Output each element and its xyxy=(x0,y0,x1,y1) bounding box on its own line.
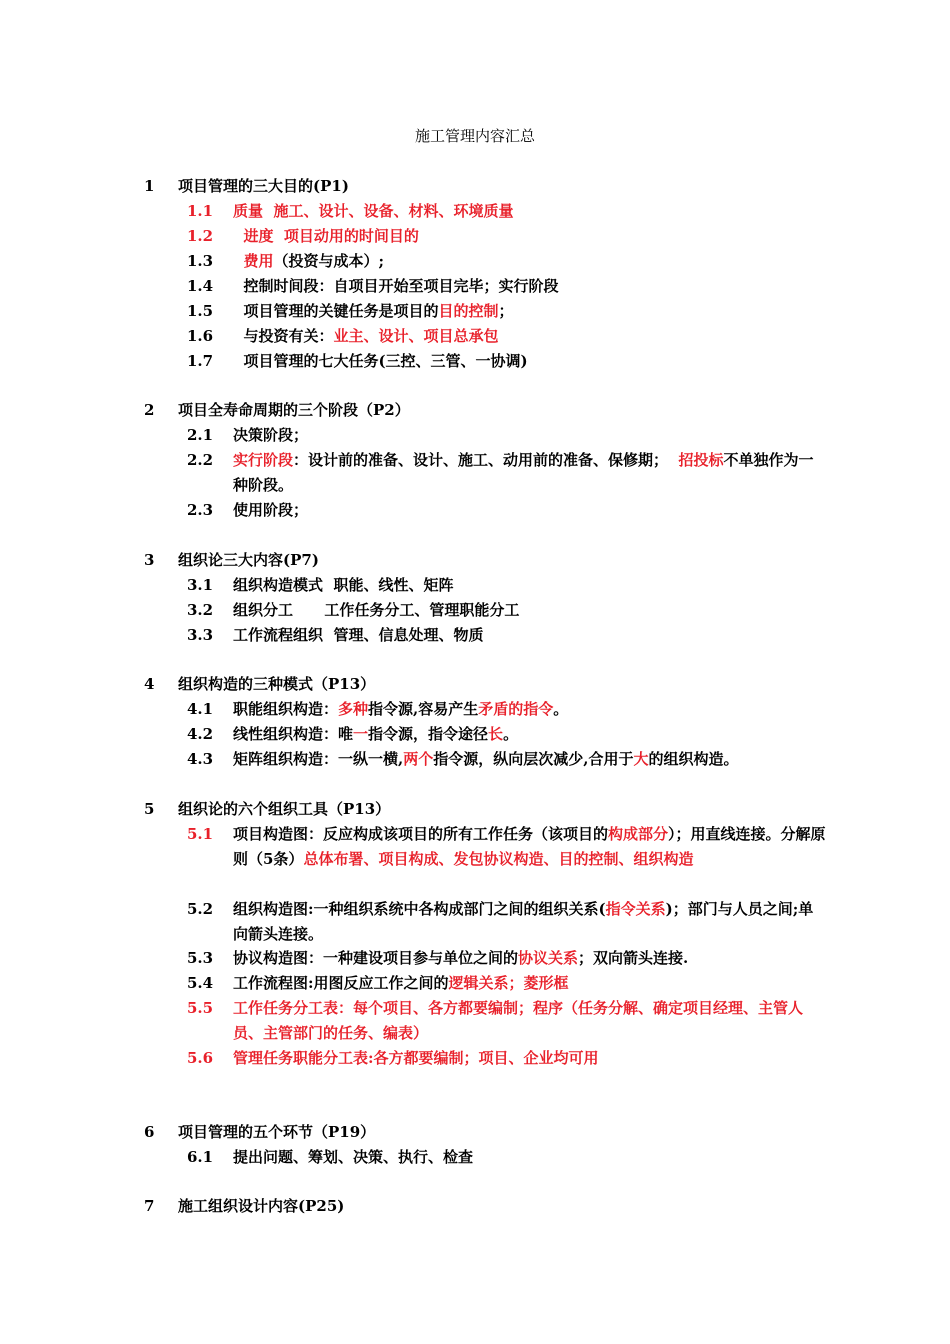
item-text xyxy=(233,274,827,299)
item-number: 5.5 xyxy=(187,999,214,1017)
highlighted-text: 总体布署、项目构成、发包协议构造、目的控制、组织构造 xyxy=(303,850,694,868)
section-title: 项目全寿命周期的三个阶段（P2） xyxy=(178,401,410,419)
item-text-segment: 不单独作为一种阶段。 xyxy=(233,451,814,494)
list-item xyxy=(187,971,827,996)
highlighted-text: 目的控制 xyxy=(438,302,499,320)
item-text xyxy=(233,224,827,249)
list-item xyxy=(187,747,827,772)
list-item xyxy=(187,822,827,872)
item-text xyxy=(233,498,827,523)
item-text-segment: 指令源,容易产生 xyxy=(368,700,479,718)
item-text-segment: 决策阶段； xyxy=(233,426,309,444)
highlighted-text: 构成部分 xyxy=(608,825,669,843)
list-item xyxy=(187,448,827,498)
item-text-segment: 线性组织构造：唯 xyxy=(233,725,354,743)
highlighted-text: 指令关系 xyxy=(605,900,666,918)
item-text-segment: ； xyxy=(498,302,514,320)
item-text-segment: 工作流程组织 管理、信息处理、物质 xyxy=(233,626,484,644)
item-text xyxy=(233,623,827,648)
item-text-segment: 的组织构造。 xyxy=(648,750,739,768)
list-item xyxy=(187,623,827,648)
item-text-segment: 矩阵组织构造：一纵一横, xyxy=(233,750,404,768)
item-text xyxy=(233,573,827,598)
highlighted-text: 矛盾的指令 xyxy=(478,700,554,718)
item-text xyxy=(233,897,827,947)
item-text-segment: 。 xyxy=(503,725,519,743)
section-title: 施工组织设计内容(P25) xyxy=(178,1197,345,1215)
item-text xyxy=(233,822,827,872)
item-text xyxy=(233,697,827,722)
highlighted-text: 进度 项目动用的时间目的 xyxy=(233,227,419,245)
list-item xyxy=(187,324,827,349)
item-number: 5.6 xyxy=(187,1049,214,1067)
section-number: 3 xyxy=(144,551,155,569)
highlighted-text: 实行阶段 xyxy=(233,451,294,469)
list-item xyxy=(187,199,827,224)
document-title: 施工管理内容汇总 xyxy=(414,127,535,145)
item-number: 2.2 xyxy=(187,451,214,469)
highlighted-text: 协议关系 xyxy=(518,949,579,967)
list-item xyxy=(187,423,827,448)
item-text xyxy=(233,946,827,971)
highlighted-text: 招投标 xyxy=(678,451,724,469)
highlighted-text: 长 xyxy=(488,725,504,743)
list-item xyxy=(187,349,827,374)
section-title: 组织构造的三种模式（P13） xyxy=(178,675,376,693)
item-text-segment: ；双向箭头连接. xyxy=(578,949,689,967)
section-title: 组织论三大内容(P7) xyxy=(178,551,319,569)
item-text-segment: ：设计前的准备、设计、施工、动用前的准备、保修期； xyxy=(293,451,679,469)
item-text xyxy=(233,747,827,772)
section-number: 5 xyxy=(144,800,155,818)
item-number: 1.2 xyxy=(187,227,214,245)
item-text xyxy=(233,722,827,747)
item-number: 2.3 xyxy=(187,501,214,519)
item-text-segment: 。 xyxy=(553,700,569,718)
item-text-segment: 组织构造模式 职能、线性、矩阵 xyxy=(233,576,454,594)
list-item xyxy=(187,1046,827,1071)
list-item xyxy=(187,249,827,274)
item-text xyxy=(233,598,827,623)
item-text-segment: 组织分工 工作任务分工、管理职能分工 xyxy=(233,601,520,619)
item-number: 5.4 xyxy=(187,974,214,992)
item-text-segment: 协议构造图：一种建设项目参与单位之间的 xyxy=(233,949,519,967)
list-item xyxy=(187,274,827,299)
item-number: 5.1 xyxy=(187,825,214,843)
highlighted-text: 多种 xyxy=(338,700,369,718)
item-text-segment: ）；用直线连接。分解原则（5条） xyxy=(233,825,826,868)
list-item xyxy=(187,224,827,249)
item-number: 1.3 xyxy=(187,252,214,270)
item-text xyxy=(233,996,827,1046)
list-item xyxy=(187,722,827,747)
item-number: 4.2 xyxy=(187,725,214,743)
item-number: 3.3 xyxy=(187,626,214,644)
section-title: 项目管理的三大目的(P1) xyxy=(178,177,349,195)
list-item xyxy=(187,573,827,598)
item-text-segment: 提出问题、筹划、决策、执行、检查 xyxy=(233,1148,474,1166)
list-item xyxy=(187,946,827,971)
item-text-segment: 使用阶段； xyxy=(233,501,309,519)
item-text xyxy=(233,349,827,374)
section-number: 7 xyxy=(144,1197,155,1215)
highlighted-text: 逻辑关系；菱形框 xyxy=(448,974,569,992)
item-number: 6.1 xyxy=(187,1148,214,1166)
item-text xyxy=(233,423,827,448)
item-text xyxy=(233,971,827,996)
item-text xyxy=(233,448,827,498)
item-text-segment: )；部门与人员之间;单向箭头连接。 xyxy=(233,900,814,943)
item-text-segment: 指令源，纵向层次减少,合用于 xyxy=(433,750,634,768)
item-text xyxy=(233,249,827,274)
item-number: 4.1 xyxy=(187,700,214,718)
item-text-segment: 控制时间段：自项目开始至项目完毕；实行阶段 xyxy=(233,277,559,295)
item-text xyxy=(233,299,827,324)
section-title: 项目管理的五个环节（P19） xyxy=(178,1123,376,1141)
section-number: 1 xyxy=(144,177,155,195)
list-item xyxy=(187,299,827,324)
list-item xyxy=(187,996,827,1046)
item-number: 5.3 xyxy=(187,949,214,967)
item-text-segment: 项目管理的七大任务(三控、三管、一协调) xyxy=(233,352,528,370)
list-item xyxy=(187,897,827,947)
section-number: 6 xyxy=(144,1123,155,1141)
item-number: 1.6 xyxy=(187,327,214,345)
list-item xyxy=(187,498,827,523)
highlighted-text: 业主、设计、项目总承包 xyxy=(333,327,499,345)
item-number: 1.7 xyxy=(187,352,214,370)
item-number: 1.1 xyxy=(187,202,214,220)
list-item xyxy=(187,697,827,722)
highlighted-text: 工作任务分工表：每个项目、各方都要编制；程序（任务分解、确定项目经理、主管人员、主管部门的任务、编表） xyxy=(233,999,804,1042)
item-text xyxy=(233,324,827,349)
item-text-segment: 项目管理的关键任务是项目的 xyxy=(233,302,439,320)
item-text xyxy=(233,1145,827,1170)
item-number: 4.3 xyxy=(187,750,214,768)
highlighted-text: 两个 xyxy=(403,750,434,768)
item-text-segment: 工作流程图:用图反应工作之间的 xyxy=(233,974,449,992)
item-number: 3.1 xyxy=(187,576,214,594)
highlighted-text: 费用 xyxy=(233,252,274,270)
highlighted-text: 质量 施工、设计、设备、材料、环境质量 xyxy=(233,202,514,220)
item-text xyxy=(233,1046,827,1071)
item-number: 5.2 xyxy=(187,900,214,918)
section-title: 组织论的六个组织工具（P13） xyxy=(178,800,391,818)
item-text-segment: 组织构造图:一种组织系统中各构成部门之间的组织关系( xyxy=(233,900,606,918)
item-number: 2.1 xyxy=(187,426,214,444)
highlighted-text: 大 xyxy=(633,750,649,768)
item-text xyxy=(233,199,827,224)
list-item xyxy=(187,1145,827,1170)
list-item xyxy=(187,598,827,623)
highlighted-text: 管理任务职能分工表:各方都要编制；项目、企业均可用 xyxy=(233,1049,599,1067)
item-text-segment: 项目构造图：反应构成该项目的所有工作任务（该项目的 xyxy=(233,825,609,843)
item-text-segment: 指令源，指令途径 xyxy=(368,725,489,743)
item-number: 1.5 xyxy=(187,302,214,320)
section-number: 2 xyxy=(144,401,155,419)
item-number: 3.2 xyxy=(187,601,214,619)
item-number: 1.4 xyxy=(187,277,214,295)
item-text-segment: 职能组织构造： xyxy=(233,700,339,718)
section-number: 4 xyxy=(144,675,155,693)
item-text-segment: （投资与成本）; xyxy=(273,252,385,270)
item-text-segment: 与投资有关： xyxy=(233,327,334,345)
highlighted-text: 一 xyxy=(353,725,369,743)
